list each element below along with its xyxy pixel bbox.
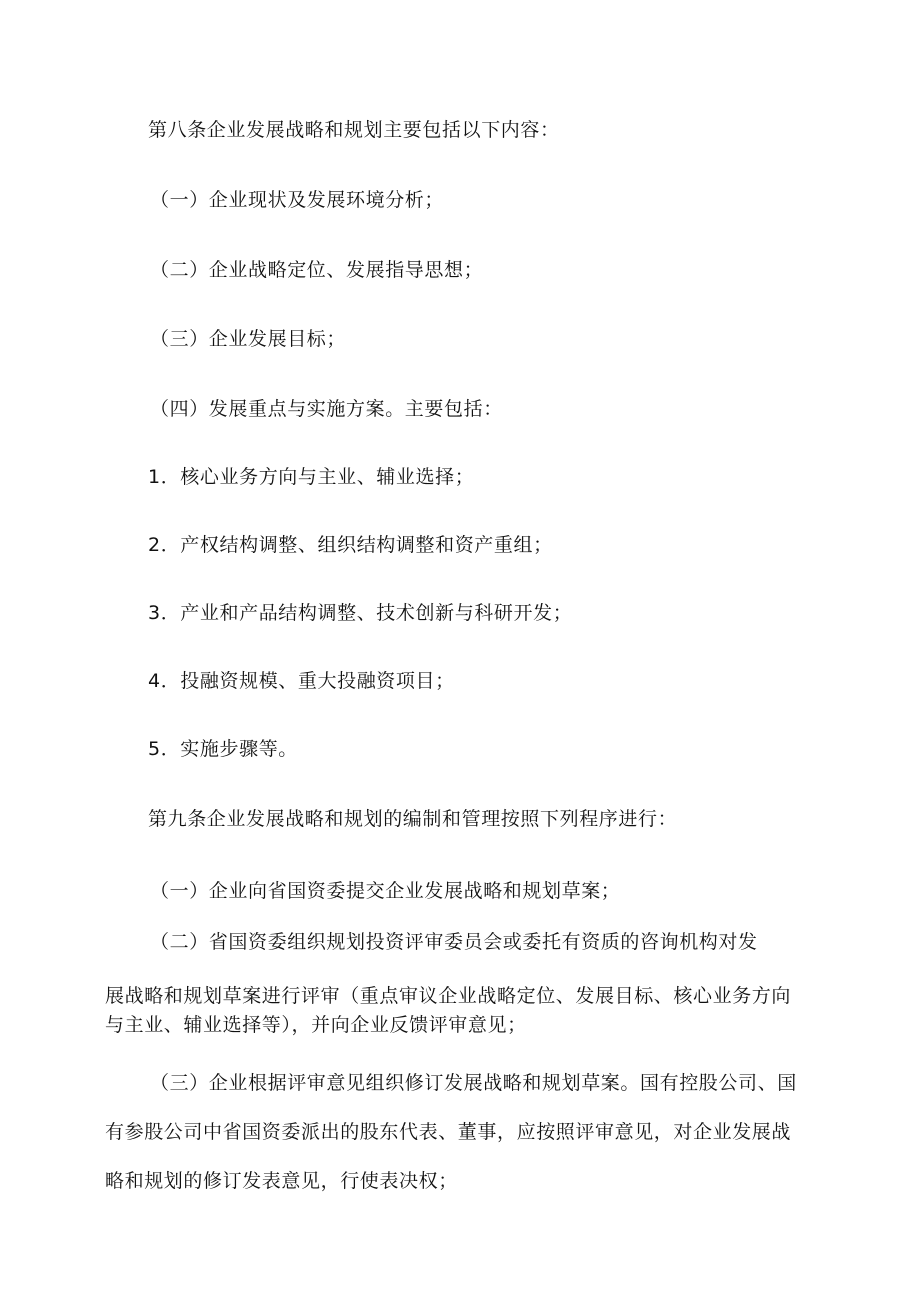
article-9-item-2-line-2: 展战略和规划草案进行评审（重点审议企业战略定位、发展目标、核心业务方向: [105, 985, 792, 1007]
article-9-item-3-line-3: 略和规划的修订发表意见，行使表决权；: [105, 1170, 458, 1192]
article-8-sub-item-1: 1．核心业务方向与主业、辅业选择；: [148, 466, 475, 488]
article-8-heading: 第八条企业发展战略和规划主要包括以下内容：: [148, 119, 560, 141]
article-9-item-2-line-3: 与主业、辅业选择等），并向企业反馈评审意见；: [105, 1014, 527, 1036]
article-9-item-3-line-2: 有参股公司中省国资委派出的股东代表、董事，应按照评审意见，对企业发展战: [105, 1121, 792, 1143]
article-8-item-1: （一）企业现状及发展环境分析；: [150, 189, 445, 211]
article-8-item-3: （三）企业发展目标；: [150, 328, 347, 350]
article-9-heading: 第九条企业发展战略和规划的编制和管理按照下列程序进行：: [148, 808, 678, 830]
article-8-sub-item-2: 2．产权结构调整、组织结构调整和资产重组；: [148, 534, 553, 556]
article-8-item-4: （四）发展重点与实施方案。主要包括：: [150, 398, 503, 420]
article-9-item-1: （一）企业向省国资委提交企业发展战略和规划草案；: [150, 880, 621, 902]
article-9-item-3-line-1: （三）企业根据评审意见组织修订发展战略和规划草案。国有控股公司、国: [150, 1072, 797, 1094]
article-8-sub-item-5: 5．实施步骤等。: [148, 738, 298, 760]
article-8-sub-item-3: 3．产业和产品结构调整、技术创新与科研开发；: [148, 602, 573, 624]
article-8-sub-item-4: 4．投融资规模、重大投融资项目；: [148, 670, 455, 692]
article-9-item-2-line-1: （二）省国资委组织规划投资评审委员会或委托有资质的咨询机构对发: [150, 931, 758, 953]
article-8-item-2: （二）企业战略定位、发展指导思想；: [150, 259, 484, 281]
